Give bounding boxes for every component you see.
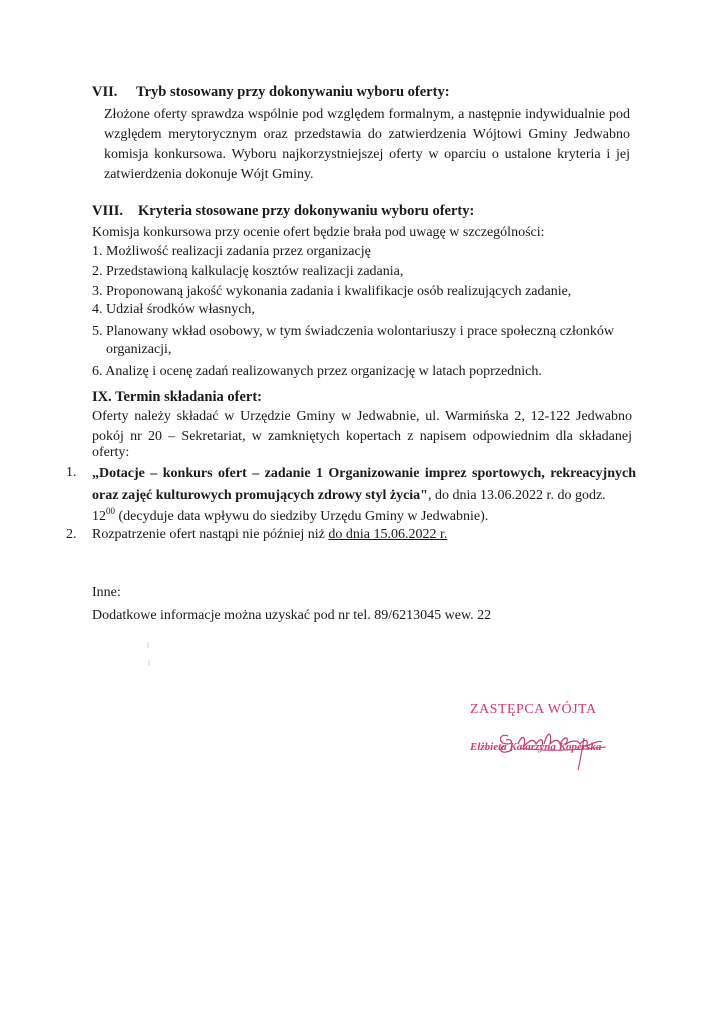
criteria-item: 6. Analizę i ocenę zadań realizowanych przez organizację w latach poprzednich. bbox=[92, 364, 542, 379]
offer-title-line: „Dotacje – konkurs ofert – zadanie 1 Organizowanie imprez sportowych, rekreacyjnych bbox=[92, 466, 636, 481]
section-8-heading bbox=[92, 203, 474, 220]
section-9-title: IX. Termin składania ofert: bbox=[92, 389, 262, 405]
section-9-line: oferty: bbox=[92, 445, 130, 460]
deadline-note: (decyduje data wpływu do siedziby Urzędu Gminy w Jedwabnie). bbox=[115, 509, 489, 524]
review-date: do dnia 15.06.2022 r. bbox=[328, 527, 448, 542]
stamp-title: ZASTĘPCA WÓJTA bbox=[470, 702, 597, 717]
review-deadline bbox=[92, 526, 447, 544]
review-text: Rozpatrzenie ofert nastąpi nie później niż bbox=[92, 527, 329, 542]
section-7-title: Tryb stosowany przy dokonywaniu wyboru oferty: bbox=[136, 84, 450, 100]
criteria-item: 5. Planowany wkład osobowy, w tym świadczenia wolontariuszy i prace społeczną członków bbox=[92, 324, 615, 339]
deadline-minutes: 00 bbox=[106, 506, 115, 516]
section-9-line: Oferty należy składać w Urzędzie Gminy w Jedwabnie, ul. Warmińska 2, 12-122 Jedwabno bbox=[92, 409, 632, 424]
section-7-line: zatwierdzenia dokonuje Wójt Gminy. bbox=[104, 167, 314, 182]
contact-info: Dodatkowe informacje można uzyskać pod nr tel. 89/6213045 wew. 22 bbox=[92, 608, 492, 623]
section-7-line: komisja konkursowa. Wyboru najkorzystniejszej oferty w oparciu o ustalone kryteria i jej bbox=[104, 147, 630, 162]
section-7-heading bbox=[92, 84, 450, 101]
section-7-line: względem merytorycznym oraz przedstawia do zatwierdzenia Wójtowi Gminy Jedwabno bbox=[104, 127, 630, 142]
criteria-item-continuation: organizacji, bbox=[106, 342, 172, 357]
list-number: 1. bbox=[66, 465, 77, 480]
section-8-intro: Komisja konkursowa przy ocenie ofert będzie brała pod uwagę w szczególności: bbox=[92, 225, 545, 240]
criteria-item: 3. Proponowaną jakość wykonania zadania i kwalifikacje osób realizujących zadanie, bbox=[92, 284, 572, 299]
offer-deadline: , do dnia 13.06.2022 r. do godz. bbox=[427, 488, 606, 503]
official-stamp bbox=[470, 702, 630, 782]
list-number: 2. bbox=[66, 527, 77, 542]
offer-hour-line bbox=[92, 508, 488, 526]
criteria-item: 4. Udział środków własnych, bbox=[92, 302, 255, 317]
section-7-line: Złożone oferty sprawdza wspólnie pod względem formalnym, a następnie indywidualnie pod bbox=[104, 107, 630, 122]
deadline-hour: 12 bbox=[92, 509, 106, 524]
section-9-line: pokój nr 20 – Sekretariat, w zamkniętych kopertach z napisem odpowiednim dla składanej bbox=[92, 429, 632, 444]
criteria-item: 1. Możliwość realizacji zadania przez organizację bbox=[92, 244, 371, 259]
other-label: Inne: bbox=[92, 585, 121, 600]
section-7-numeral: VII. bbox=[92, 84, 118, 100]
offer-title-bold: oraz zajęć kulturowych promujących zdrowy styl życia" bbox=[92, 488, 428, 503]
offer-title-line-2 bbox=[92, 487, 606, 505]
scan-mark bbox=[145, 640, 153, 670]
section-9-heading bbox=[92, 389, 262, 406]
section-8-title: Kryteria stosowane przy dokonywaniu wyboru oferty: bbox=[138, 203, 475, 219]
section-8-numeral: VIII. bbox=[92, 203, 124, 219]
criteria-item: 2. Przedstawioną kalkulację kosztów realizacji zadania, bbox=[92, 264, 404, 279]
stamp-name: Elżbieta Katarzyna Koperska bbox=[470, 741, 602, 753]
